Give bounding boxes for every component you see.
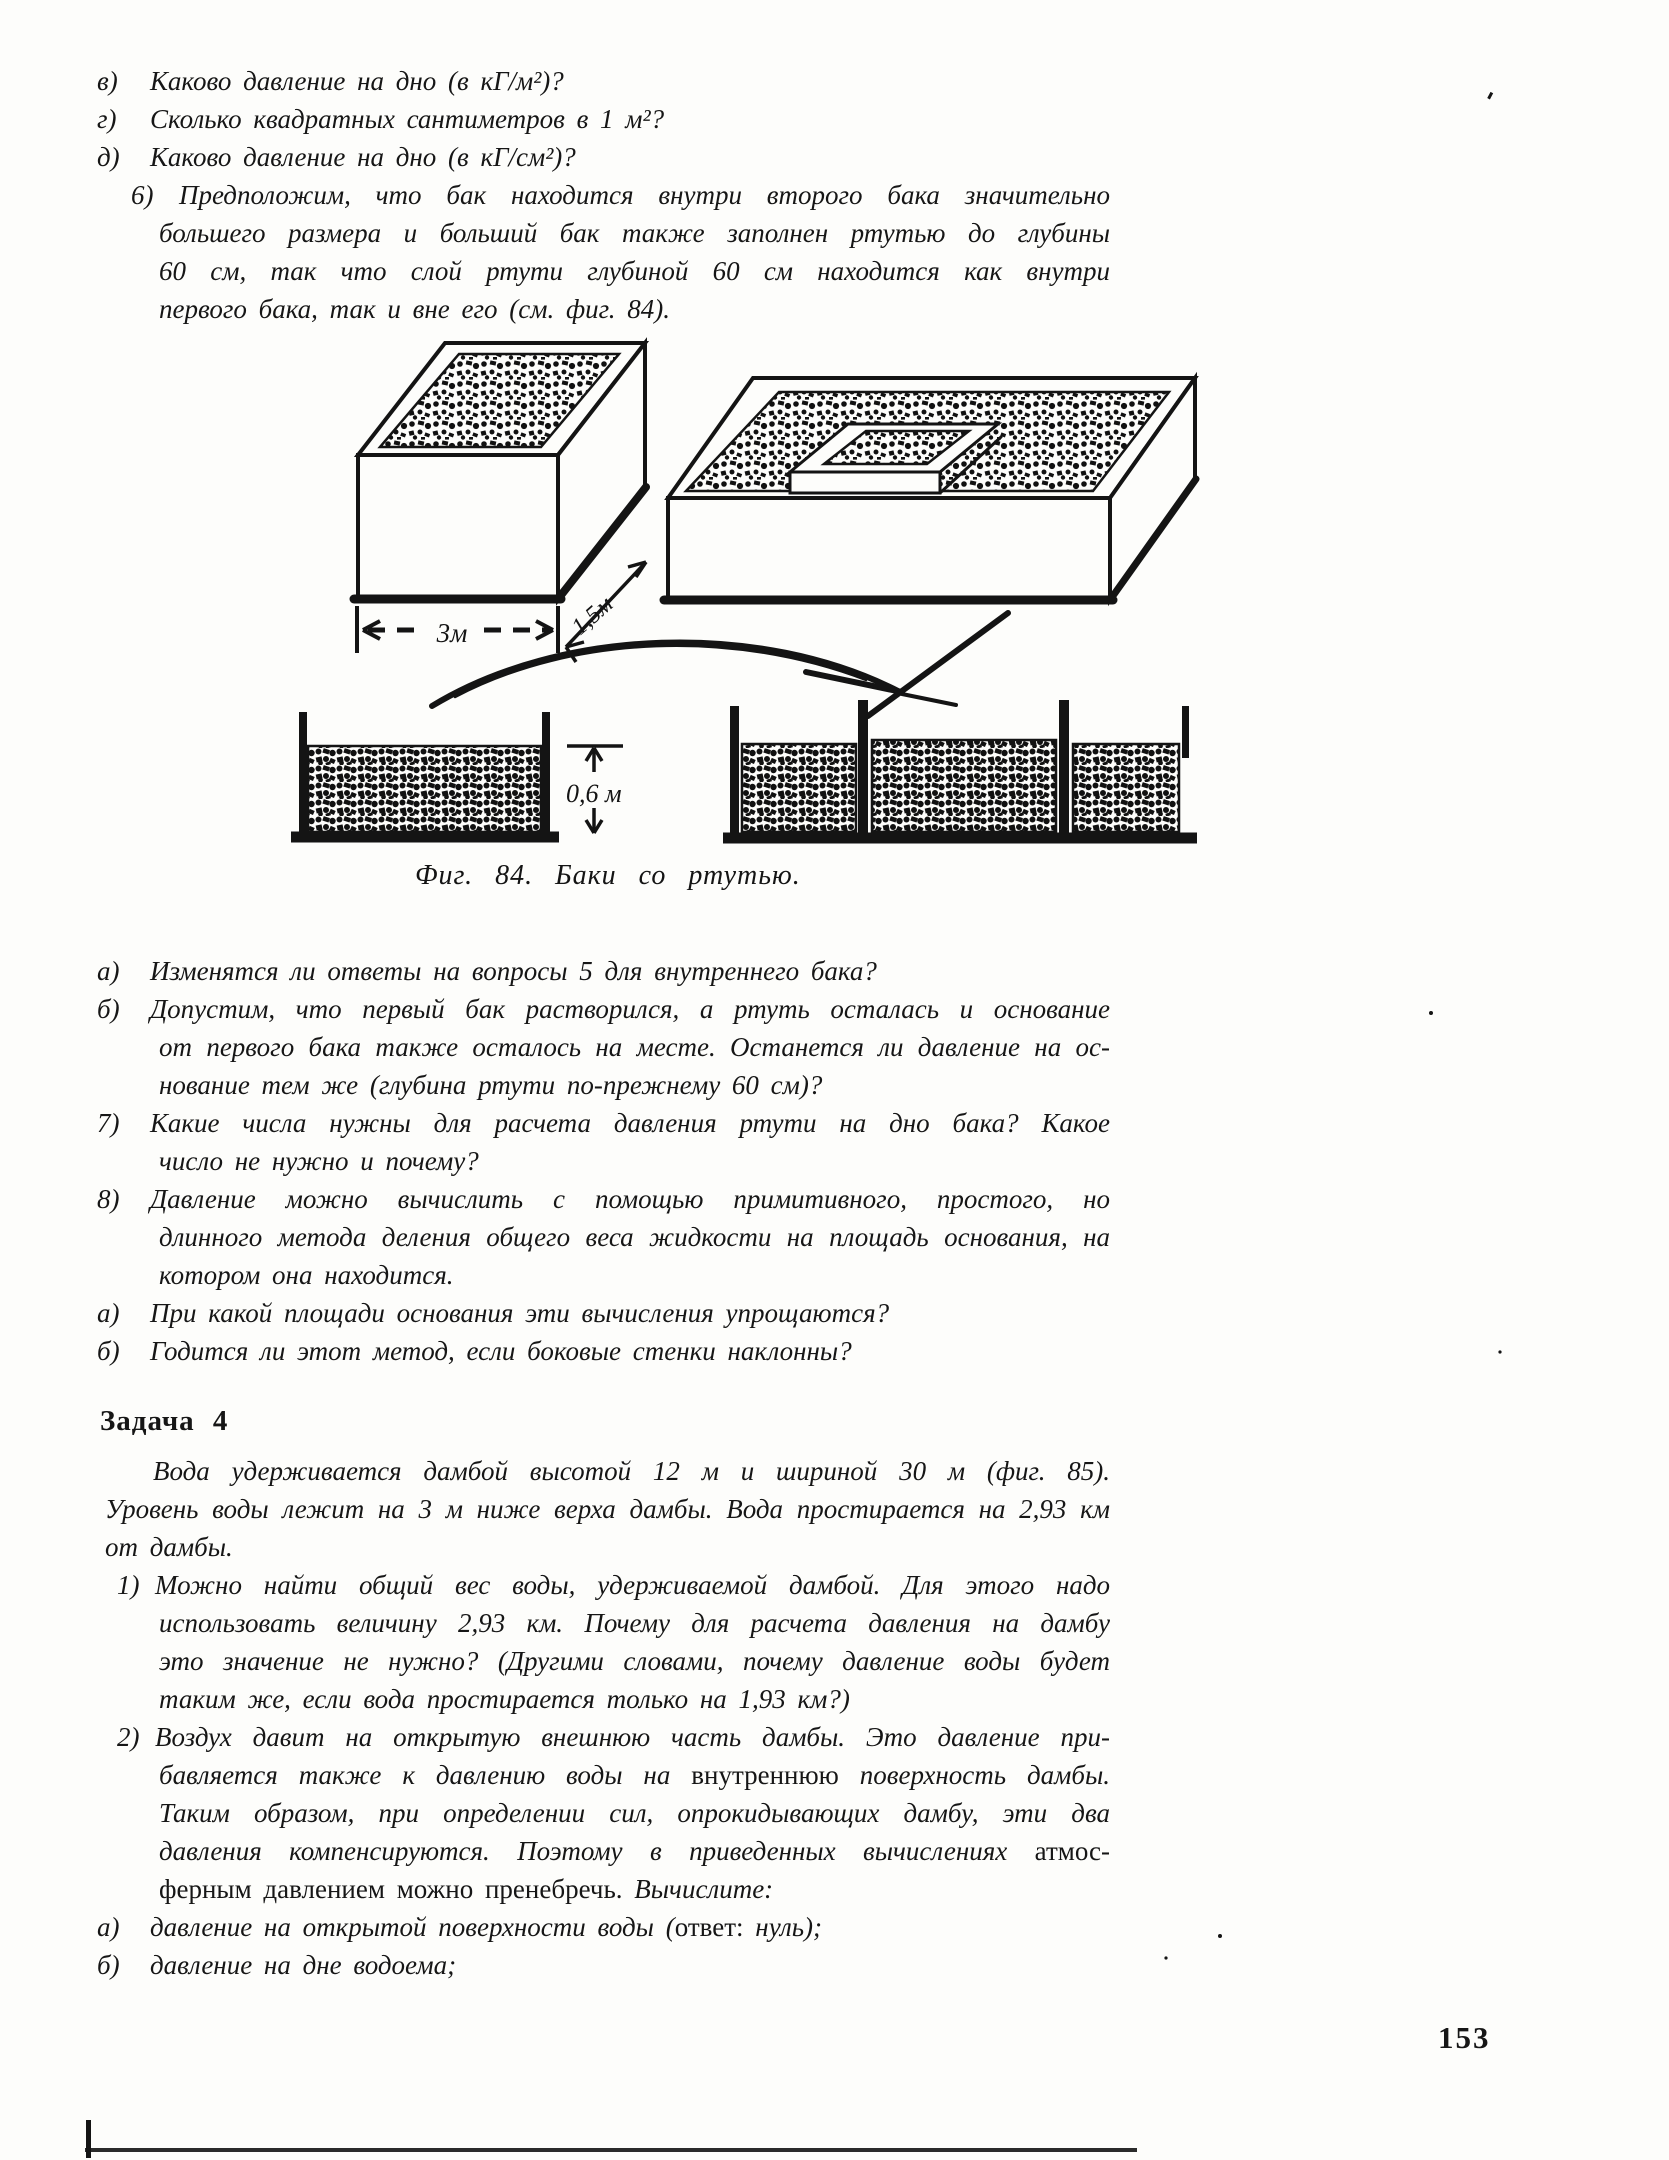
text-line xyxy=(95,952,1110,990)
text-line xyxy=(95,1452,1110,1490)
text-line xyxy=(95,1142,1110,1180)
line-text: Уровень воды лежит на 3 м ниже верха дамбы. Вода простирается на 2,93 км xyxy=(105,1494,1110,1524)
text-line xyxy=(95,1908,1110,1946)
line-text: Какие числа нужны для расчета давления ртути на дно бака? Какое xyxy=(150,1108,1110,1138)
line-text: это значение не нужно? (Другими словами, почему давление воды будет xyxy=(159,1646,1110,1676)
line-text: использовать величину 2,93 км. Почему для расчета давления на дамбу xyxy=(159,1608,1110,1638)
item-label: 6) xyxy=(131,180,154,210)
line-text: большего размера и больший бак также заполнен ртутью до глубины xyxy=(159,218,1110,248)
text-line xyxy=(95,1104,1110,1142)
line-text: котором она находится. xyxy=(159,1260,454,1290)
line-text: длинного метода деления общего веса жидкости на площадь основания, на xyxy=(159,1222,1110,1252)
line-text: 60 см, так что слой ртути глубиной 60 см находится как внутри xyxy=(159,256,1110,286)
text-line xyxy=(95,1332,1110,1370)
item-label: 2) xyxy=(117,1722,140,1752)
page-number: 153 xyxy=(1438,2020,1491,2055)
item-label: а) xyxy=(97,956,120,986)
line-text: таким же, если вода простирается только на 1,93 км?) xyxy=(159,1684,850,1714)
text-line xyxy=(95,1566,1110,1604)
item-label: д) xyxy=(97,142,120,172)
line-text: Каково давление на дно (в кГ/м²)? xyxy=(150,66,564,96)
cross-section-right xyxy=(723,700,1197,838)
line-text: Допустим, что первый бак растворился, а ртуть осталась и основание xyxy=(150,994,1110,1024)
dim-width-label: 3м xyxy=(436,618,468,648)
text-line xyxy=(95,1604,1110,1642)
line-text: Вода удерживается дамбой высотой 12 м и шириной 30 м (фиг. 85). xyxy=(153,1456,1110,1486)
text-line xyxy=(95,1028,1110,1066)
line-text: Каково давление на дно (в кГ/см²)? xyxy=(150,142,576,172)
text-line xyxy=(95,176,1110,214)
text-line xyxy=(95,1294,1110,1332)
item-label: г) xyxy=(97,104,117,134)
text-block-problem-4 xyxy=(95,1452,1110,1984)
item-label: 8) xyxy=(97,1184,120,1214)
line-text: Воздух давит на открытую внешнюю часть дамбы. Это давление при- xyxy=(155,1722,1110,1752)
line-text: давление на открытой поверхности воды (ответ: нуль); xyxy=(150,1912,822,1942)
text-line xyxy=(95,1756,1110,1794)
line-text: нование тем же (глубина ртути по-прежнему 60 см)? xyxy=(159,1070,823,1100)
item-label: б) xyxy=(97,1950,120,1980)
text-line xyxy=(95,1256,1110,1294)
text-line xyxy=(95,138,1110,176)
problem-heading: Задача 4 xyxy=(100,1405,229,1437)
text-block-questions-middle xyxy=(95,952,1110,1370)
line-text: первого бака, так и вне его (см. фиг. 84). xyxy=(159,294,671,324)
line-text: давления компенсируются. Поэтому в приведенных вычислениях атмос- xyxy=(159,1836,1110,1866)
line-text: При какой площади основания эти вычисления упрощаются? xyxy=(150,1298,890,1328)
line-text: число не нужно и почему? xyxy=(159,1146,479,1176)
line-text: бавляется также к давлению воды на внутреннюю поверхность дамбы. xyxy=(159,1760,1110,1790)
cross-section-left xyxy=(291,712,559,837)
small-tank-3d xyxy=(354,343,646,600)
item-label: 1) xyxy=(117,1570,140,1600)
text-line xyxy=(95,1490,1110,1528)
text-line xyxy=(95,214,1110,252)
line-text: Можно найти общий вес воды, удерживаемой дамбой. Для этого надо xyxy=(155,1570,1110,1600)
line-text: Давление можно вычислить с помощью примитивного, простого, но xyxy=(150,1184,1110,1214)
item-label: б) xyxy=(97,994,120,1024)
line-text: от дамбы. xyxy=(105,1532,233,1562)
item-label: б) xyxy=(97,1336,120,1366)
text-line xyxy=(95,1718,1110,1756)
line-text: Сколько квадратных сантиметров в 1 м²? xyxy=(150,104,665,134)
text-line xyxy=(95,290,1110,328)
dimension-height xyxy=(566,746,623,833)
item-label: в) xyxy=(97,66,118,96)
text-line xyxy=(95,252,1110,290)
text-line xyxy=(95,1832,1110,1870)
text-line xyxy=(95,1946,1110,1984)
line-text: Годится ли этот метод, если боковые стенки наклонны? xyxy=(150,1336,852,1366)
large-tank-3d xyxy=(664,378,1196,600)
line-text: Изменятся ли ответы на вопросы 5 для внутреннего бака? xyxy=(150,956,877,986)
item-label: а) xyxy=(97,1912,120,1942)
text-line xyxy=(95,1066,1110,1104)
text-line xyxy=(95,1870,1110,1908)
text-block-questions-top xyxy=(95,62,1110,328)
text-line xyxy=(95,990,1110,1028)
item-label: 7) xyxy=(97,1108,120,1138)
text-line xyxy=(95,100,1110,138)
dim-depth-label: 1,5м xyxy=(566,591,619,641)
text-line xyxy=(95,1180,1110,1218)
line-text: давление на дне водоема; xyxy=(150,1950,457,1980)
item-label: а) xyxy=(97,1298,120,1328)
line-text: от первого бака также осталось на месте. Останется ли давление на ос- xyxy=(159,1032,1110,1062)
line-text: Предположим, что бак находится внутри второго бака значительно xyxy=(179,180,1110,210)
figure-caption: Фиг. 84. Баки со ртутью. xyxy=(415,860,801,891)
text-line xyxy=(95,1218,1110,1256)
text-line xyxy=(95,1642,1110,1680)
text-line xyxy=(95,1528,1110,1566)
line-text: ферным давлением можно пренебречь. Вычислите: xyxy=(159,1874,774,1904)
line-text: Таким образом, при определении сил, опрокидывающих дамбу, эти два xyxy=(159,1798,1110,1828)
text-line xyxy=(95,62,1110,100)
dim-height-label: 0,6 м xyxy=(566,779,622,808)
text-line xyxy=(95,1794,1110,1832)
text-line xyxy=(95,1680,1110,1718)
dimension-width xyxy=(357,606,558,653)
